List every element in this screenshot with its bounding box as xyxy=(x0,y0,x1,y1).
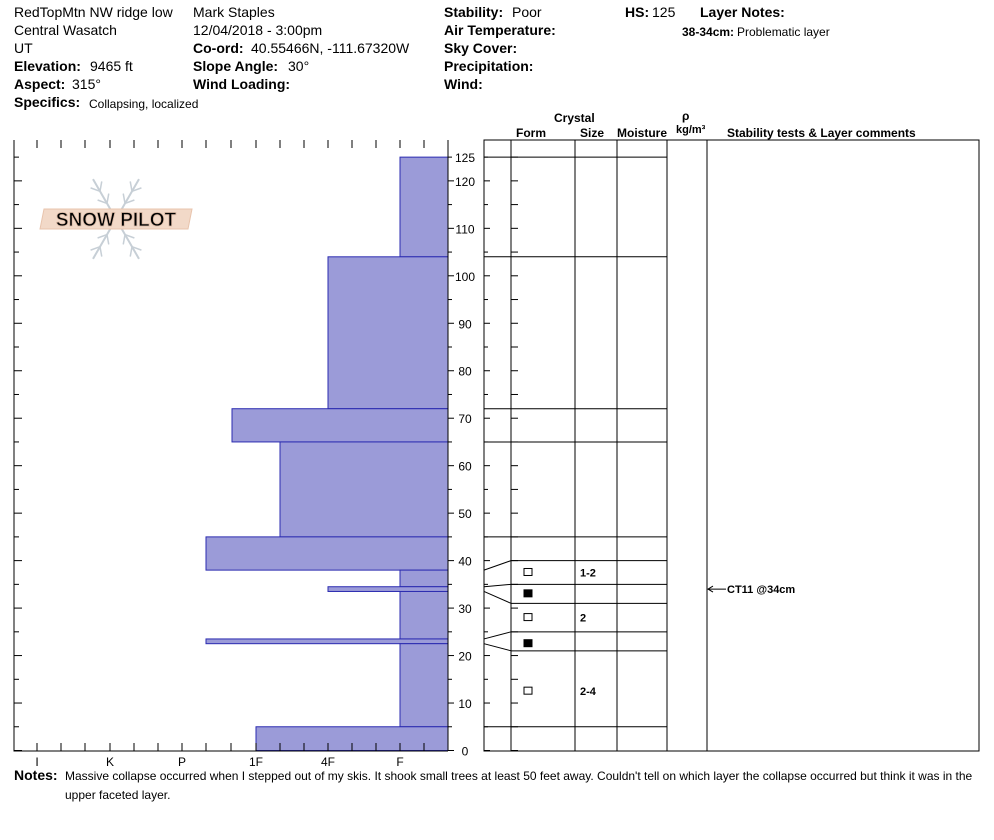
height-tick-label-60: 60 xyxy=(458,459,472,474)
layer-connector-4 xyxy=(484,644,511,651)
crystal-size-label: 2-4 xyxy=(580,686,596,699)
height-tick-label-20: 20 xyxy=(458,649,472,664)
crystal-form-open-square xyxy=(524,568,532,575)
location-name: RedTopMtn NW ridge low xyxy=(14,4,173,20)
hs-label: HS: xyxy=(625,4,650,20)
precipitation-label: Precipitation: xyxy=(444,58,534,74)
density-unit: kg/m³ xyxy=(676,124,706,136)
elevation-value: 9465 ft xyxy=(90,58,133,74)
hardness-bar-4 xyxy=(206,537,448,570)
snowflake-branch xyxy=(107,235,109,245)
height-tick-label-70: 70 xyxy=(458,412,472,427)
hardness-bar-7 xyxy=(400,591,448,638)
size-column-header: Size xyxy=(580,126,605,140)
snowflake-branch xyxy=(100,181,102,191)
height-tick-label-100: 100 xyxy=(454,269,476,284)
density-symbol: ρ xyxy=(682,109,690,123)
aspect-label: Aspect: xyxy=(14,76,66,92)
height-tick-label-110: 110 xyxy=(455,222,475,237)
layer-notes-label: Layer Notes: xyxy=(700,4,785,20)
height-tick-label-80: 80 xyxy=(458,364,472,379)
stability-test-label: CT11 @34cm xyxy=(727,584,796,597)
observation-datetime: 12/04/2018 - 3:00pm xyxy=(193,22,323,38)
logo-text: SNOW PILOT xyxy=(55,210,177,231)
layer-note-text: Problematic layer xyxy=(737,25,830,39)
snowflake-branch xyxy=(107,194,109,204)
state: UT xyxy=(14,40,33,56)
slope-angle-value: 30° xyxy=(288,58,310,74)
notes-text: Massive collapse occurred when I stepped out of my skis. It shook small trees at least 50 feet away. Couldn't tell on which layer the collapse occurred but think it was in the upper faceted layer. xyxy=(65,769,973,802)
height-tick-label-40: 40 xyxy=(458,554,472,569)
hardness-bar-6 xyxy=(328,587,448,592)
moisture-column-header: Moisture xyxy=(617,126,668,140)
notes-label: Notes: xyxy=(14,767,58,783)
crystal-column-header: Crystal xyxy=(554,111,595,125)
height-tick-label-30: 30 xyxy=(458,602,472,617)
hardness-bar-5 xyxy=(400,570,448,587)
hardness-label-1f: 1F xyxy=(248,755,264,769)
snowpilot-logo xyxy=(40,179,192,259)
hs-value: 125 xyxy=(652,4,676,20)
crystal-form-open-square xyxy=(524,687,532,694)
snowflake-branch xyxy=(130,247,132,257)
height-tick-label-90: 90 xyxy=(458,317,472,332)
crystal-form-filled-square xyxy=(524,640,532,647)
coord-value: 40.55466N, -111.67320W xyxy=(251,40,410,56)
height-tick-label-0: 0 xyxy=(461,744,469,759)
crystal-form-filled-square xyxy=(524,590,532,597)
layer-connector-2 xyxy=(484,591,511,603)
crystal-size-label: 2 xyxy=(580,612,587,625)
air-temperature-label: Air Temperature: xyxy=(444,22,556,38)
snowflake-branch xyxy=(123,235,125,245)
wind-label: Wind: xyxy=(444,76,483,92)
hardness-label-k: K xyxy=(105,755,115,769)
stability-value: Poor xyxy=(512,4,542,20)
hardness-bar-9 xyxy=(400,644,448,727)
hardness-bar-8 xyxy=(206,639,448,644)
hardness-label-p: P xyxy=(177,755,187,769)
crystal-size-label: 1-2 xyxy=(580,567,596,580)
layer-connector-0 xyxy=(484,561,511,570)
snowflake-branch xyxy=(130,181,132,191)
profile-table-frame xyxy=(484,140,979,751)
hardness-bar-2 xyxy=(232,409,448,442)
crystal-form-open-square xyxy=(524,614,532,621)
specifics-label: Specifics: xyxy=(14,94,81,110)
observer-name: Mark Staples xyxy=(193,4,275,20)
hardness-bar-1 xyxy=(328,257,448,409)
mountain-range: Central Wasatch xyxy=(14,22,117,38)
hardness-label-f: F xyxy=(396,755,404,769)
slope-angle-label: Slope Angle: xyxy=(193,58,279,74)
height-tick-label-125: 125 xyxy=(454,151,476,166)
comments-column-header: Stability tests & Layer comments xyxy=(727,126,916,140)
hardness-bar-3 xyxy=(280,442,448,537)
coord-label: Co-ord: xyxy=(193,40,244,56)
specifics-value: Collapsing, localized xyxy=(89,97,199,111)
elevation-label: Elevation: xyxy=(14,58,81,74)
hardness-bar-0 xyxy=(400,157,448,257)
layer-connector-3 xyxy=(484,632,511,639)
wind-loading-label: Wind Loading: xyxy=(193,76,291,92)
hardness-label-i: I xyxy=(35,755,39,769)
form-column-header: Form xyxy=(516,126,546,140)
aspect-value: 315° xyxy=(72,76,101,92)
hardness-label-4f: 4F xyxy=(320,755,336,769)
layer-note-depth: 38-34cm: xyxy=(682,25,735,39)
snowflake-branch xyxy=(100,247,102,257)
height-tick-label-50: 50 xyxy=(458,507,472,522)
stability-label: Stability: xyxy=(444,4,504,20)
height-tick-label-10: 10 xyxy=(458,697,472,712)
sky-cover-label: Sky Cover: xyxy=(444,40,518,56)
snowflake-branch xyxy=(123,194,125,204)
layer-connector-1 xyxy=(484,584,511,586)
height-tick-label-120: 120 xyxy=(454,174,476,189)
